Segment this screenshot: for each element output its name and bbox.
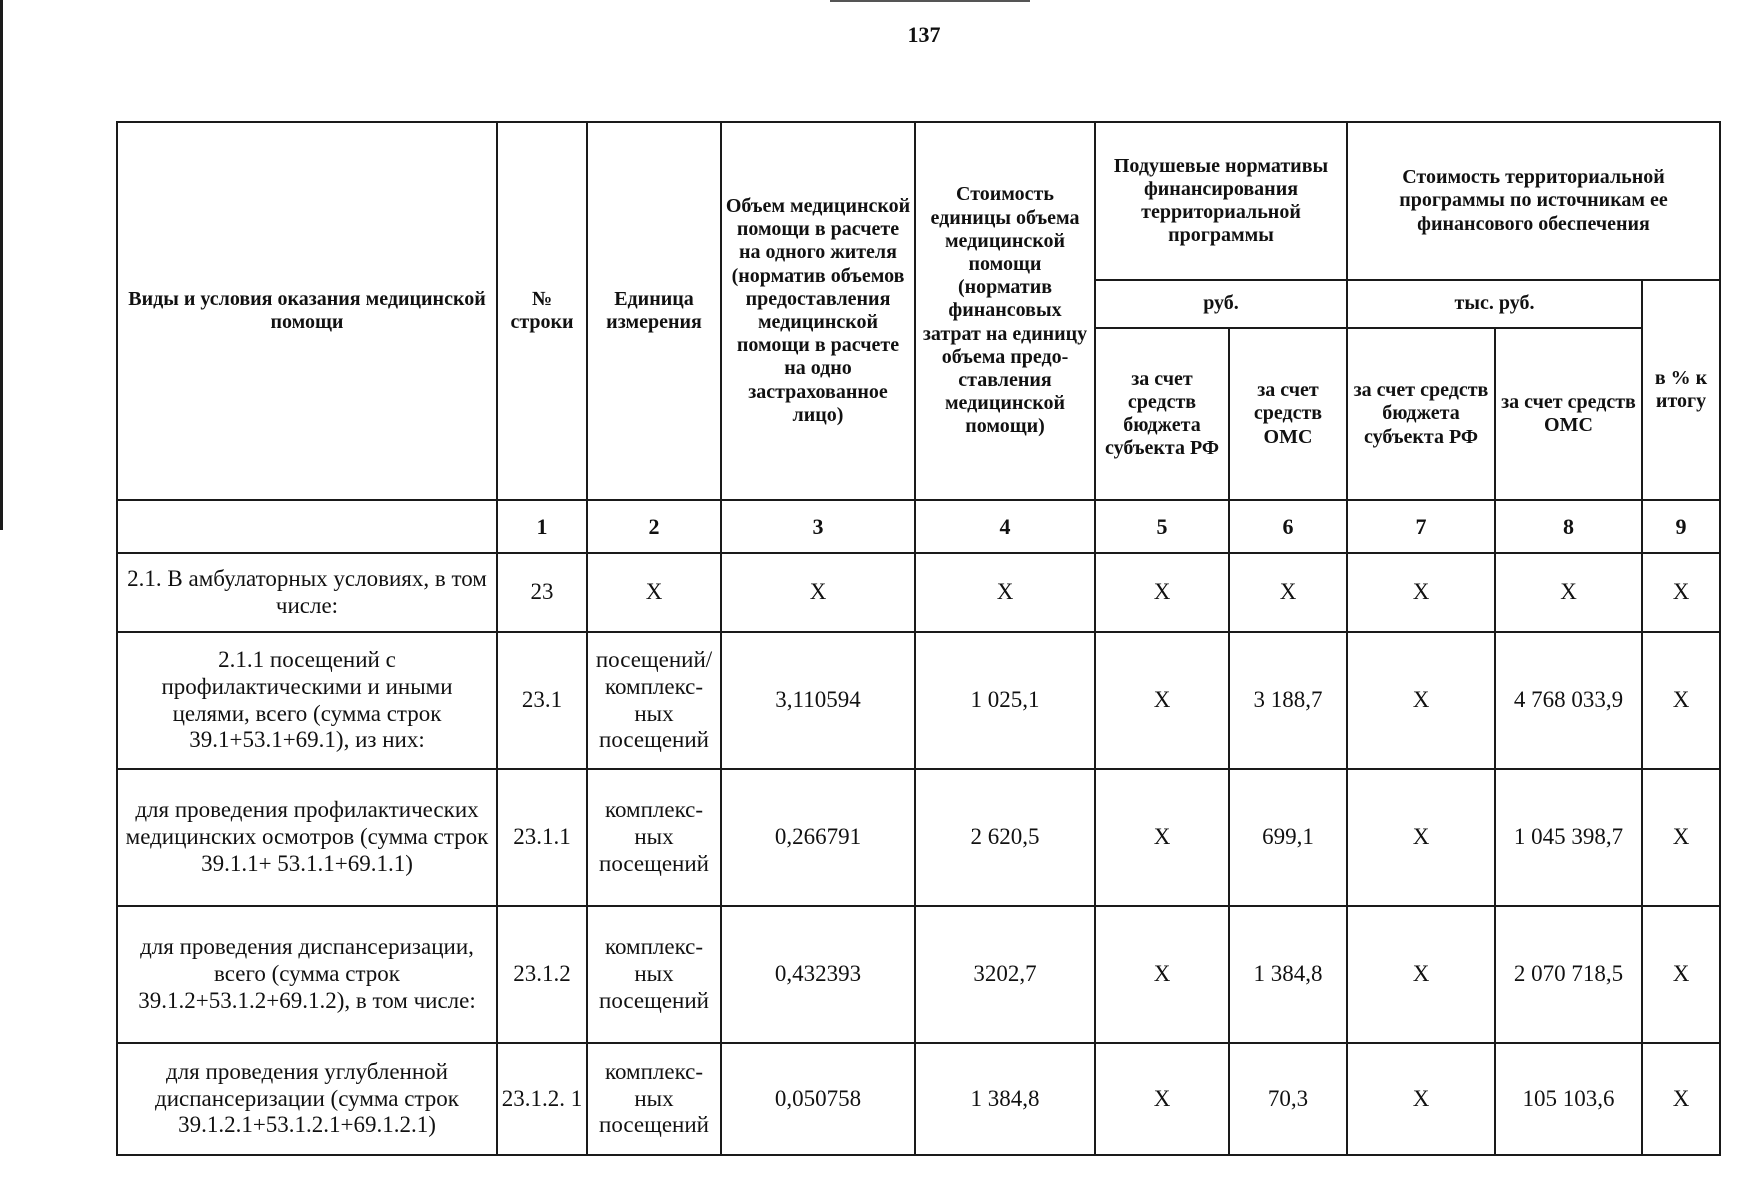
table-row xyxy=(117,769,1720,906)
header-program-cost-group: Стоимость территориальной программы по источникам ее финансового обеспечения xyxy=(1347,122,1720,280)
table-row xyxy=(117,553,1720,632)
column-number: 9 xyxy=(1642,500,1720,553)
cell-pc-oms: 70,3 xyxy=(1229,1043,1347,1155)
cell-total-budget: X xyxy=(1347,769,1495,906)
column-number: 6 xyxy=(1229,500,1347,553)
header-row-1 xyxy=(117,122,1720,280)
cell-pc-budget: X xyxy=(1095,906,1229,1043)
cell-volume: 3,110594 xyxy=(721,632,915,769)
cell-percent: X xyxy=(1642,553,1720,632)
cell-type: для проведения профилактических медицинских осмотров (сумма строк 39.1.1+ 53.1.1+69.1.1) xyxy=(117,769,497,906)
scan-edge-left xyxy=(0,0,3,530)
column-number xyxy=(117,500,497,553)
scan-edge-top xyxy=(830,0,1030,2)
page-number: 137 xyxy=(907,22,941,47)
header-oms-8: за счет средств ОМС xyxy=(1495,328,1642,500)
cell-total-oms: 105 103,6 xyxy=(1495,1043,1642,1155)
financing-table xyxy=(116,121,1721,1156)
cell-cost: X xyxy=(915,553,1095,632)
header-percent: в % к итогу xyxy=(1642,280,1720,500)
column-number: 8 xyxy=(1495,500,1642,553)
cell-percent: X xyxy=(1642,632,1720,769)
column-number: 5 xyxy=(1095,500,1229,553)
cell-unit: X xyxy=(587,553,721,632)
cell-cost: 2 620,5 xyxy=(915,769,1095,906)
header-volume: Объем медицинской помощи в расчете на одного жителя (норматив объемов предоставления медицинской помощи в расчете на одно застрахованное лицо) xyxy=(721,122,915,500)
cell-total-oms: X xyxy=(1495,553,1642,632)
header-thousand-rub: тыс. руб. xyxy=(1347,280,1642,328)
cell-pc-budget: X xyxy=(1095,553,1229,632)
cell-pc-oms: X xyxy=(1229,553,1347,632)
cell-unit: посещений/ комплекс-ных посещений xyxy=(587,632,721,769)
cell-percent: X xyxy=(1642,769,1720,906)
header-rub: руб. xyxy=(1095,280,1347,328)
cell-volume: 0,266791 xyxy=(721,769,915,906)
cell-volume: 0,432393 xyxy=(721,906,915,1043)
column-number: 4 xyxy=(915,500,1095,553)
cell-type: 2.1.1 посещений с профилактическими и иными целями, всего (сумма строк 39.1+53.1+69.1), из них: xyxy=(117,632,497,769)
cell-type: 2.1. В амбулаторных условиях, в том числе: xyxy=(117,553,497,632)
column-number: 3 xyxy=(721,500,915,553)
cell-unit: комплекс-ных посещений xyxy=(587,769,721,906)
cell-type: для проведения диспансеризации, всего (сумма строк 39.1.2+53.1.2+69.1.2), в том числе: xyxy=(117,906,497,1043)
cell-total-oms: 1 045 398,7 xyxy=(1495,769,1642,906)
column-number: 1 xyxy=(497,500,587,553)
cell-volume: X xyxy=(721,553,915,632)
table-row xyxy=(117,1043,1720,1155)
cell-row-number: 23.1 xyxy=(497,632,587,769)
header-budget-rf-7: за счет средств бюджета субъекта РФ xyxy=(1347,328,1495,500)
header-row-number: № строки xyxy=(497,122,587,500)
header-unit-cost: Стоимость единицы объема медицинской помощи (норматив финансовых затрат на единицу объема предо-ставления медицинской помощи) xyxy=(915,122,1095,500)
table-row xyxy=(117,632,1720,769)
cell-volume: 0,050758 xyxy=(721,1043,915,1155)
cell-row-number: 23.1.1 xyxy=(497,769,587,906)
cell-percent: X xyxy=(1642,1043,1720,1155)
cell-row-number: 23 xyxy=(497,553,587,632)
header-budget-rf-5: за счет средств бюджета субъекта РФ xyxy=(1095,328,1229,500)
cell-unit: комплекс-ных посещений xyxy=(587,1043,721,1155)
cell-cost: 1 384,8 xyxy=(915,1043,1095,1155)
column-number: 2 xyxy=(587,500,721,553)
cell-cost: 1 025,1 xyxy=(915,632,1095,769)
cell-pc-budget: X xyxy=(1095,769,1229,906)
cell-pc-oms: 3 188,7 xyxy=(1229,632,1347,769)
header-oms-6: за счет средств ОМС xyxy=(1229,328,1347,500)
cell-total-budget: X xyxy=(1347,1043,1495,1155)
cell-total-oms: 4 768 033,9 xyxy=(1495,632,1642,769)
cell-pc-budget: X xyxy=(1095,632,1229,769)
cell-percent: X xyxy=(1642,906,1720,1043)
header-per-capita-group: Подушевые нормативы финансирования территориальной программы xyxy=(1095,122,1347,280)
cell-total-budget: X xyxy=(1347,553,1495,632)
cell-total-budget: X xyxy=(1347,906,1495,1043)
header-unit: Единица измерения xyxy=(587,122,721,500)
cell-pc-budget: X xyxy=(1095,1043,1229,1155)
column-number-row xyxy=(117,500,1720,553)
cell-unit: комплекс-ных посещений xyxy=(587,906,721,1043)
cell-row-number: 23.1.2 xyxy=(497,906,587,1043)
table-row xyxy=(117,906,1720,1043)
cell-cost: 3202,7 xyxy=(915,906,1095,1043)
cell-pc-oms: 699,1 xyxy=(1229,769,1347,906)
cell-total-oms: 2 070 718,5 xyxy=(1495,906,1642,1043)
cell-total-budget: X xyxy=(1347,632,1495,769)
header-types: Виды и условия оказания медицинской помощи xyxy=(117,122,497,500)
cell-type: для проведения углубленной диспансеризации (сумма строк 39.1.2.1+53.1.2.1+69.1.2.1) xyxy=(117,1043,497,1155)
cell-pc-oms: 1 384,8 xyxy=(1229,906,1347,1043)
cell-row-number: 23.1.2. 1 xyxy=(497,1043,587,1155)
column-number: 7 xyxy=(1347,500,1495,553)
